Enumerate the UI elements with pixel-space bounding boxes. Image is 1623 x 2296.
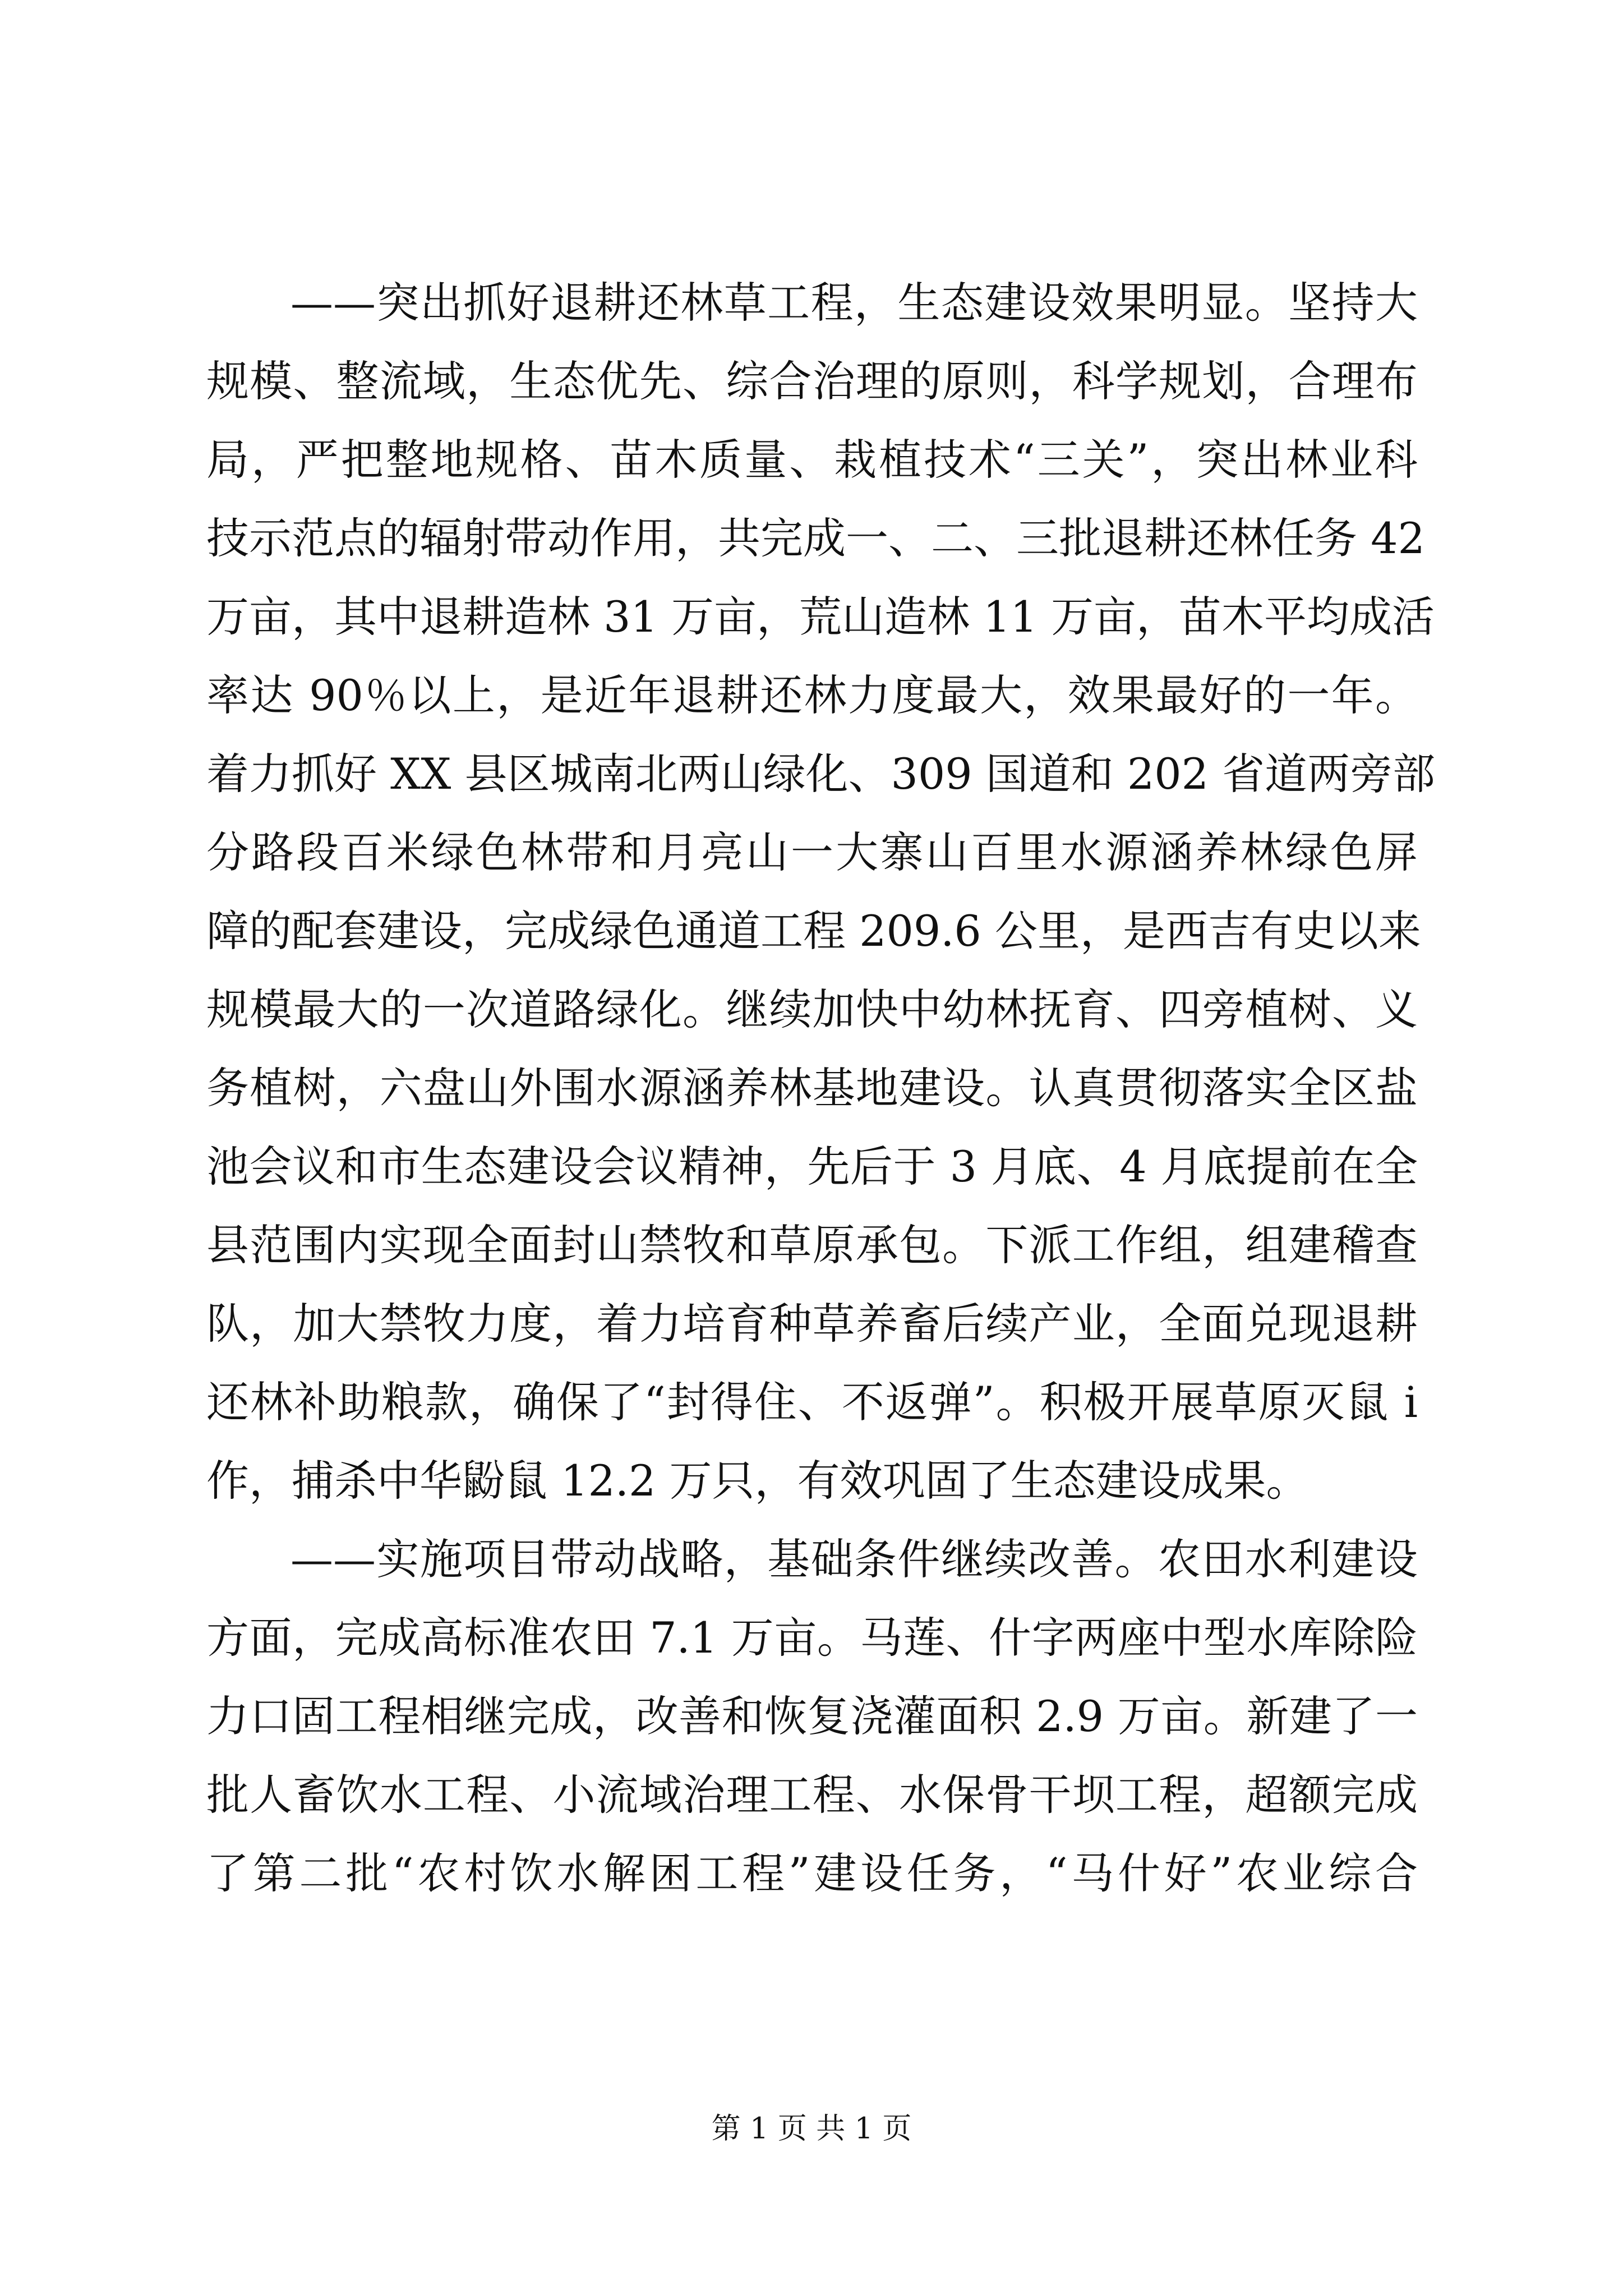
paragraph-line: 批人畜饮水工程、小流域治理工程、水保骨干坝工程，超额完成	[206, 1770, 1418, 1820]
paragraph-line: 务植树，六盘山外围水源涵养林基地建设。认真贯彻落实全区盐	[206, 1063, 1418, 1113]
paragraph-line: 着力抓好 XX 县区城南北两山绿化、309 国道和 202 省道两旁部	[206, 749, 1436, 799]
paragraph-line: 率达 90％以上，是近年退耕还林力度最大，效果最好的一年。	[206, 670, 1418, 720]
paragraph-line: ——突出抓好退耕还林草工程，生态建设效果明显。坚持大	[291, 278, 1418, 328]
paragraph-line: 还林补助粮款，确保了“封得住、不返弹”。积极开展草原灭鼠 i	[206, 1377, 1418, 1427]
page-number-footer: 第 1 页 共 1 页	[711, 2112, 912, 2146]
paragraph-line: 池会议和市生态建设会议精神，先后于 3 月底、4 月底提前在全	[206, 1142, 1418, 1191]
paragraph-line: 局，严把整地规格、苗木质量、栽植技术“三关”，突出林业科	[206, 435, 1418, 485]
paragraph-line: 作，捕杀中华鼢鼠 12.2 万只，有效巩固了生态建设成果。	[206, 1456, 1309, 1506]
paragraph-line: 了第二批“农村饮水解困工程”建设任务，“马什好”农业综合	[206, 1848, 1418, 1898]
paragraph-line: 县范围内实现全面封山禁牧和草原承包。下派工作组，组建稽查	[206, 1220, 1418, 1270]
paragraph-line: 万亩，其中退耕造林 31 万亩，荒山造林 11 万亩，苗木平均成活	[206, 592, 1435, 642]
paragraph-line: 障的配套建设，完成绿色通道工程 209.6 公里，是西吉有史以来	[206, 906, 1421, 956]
paragraph-line: 方面，完成高标准农田 7.1 万亩。马莲、什字两座中型水库除险	[206, 1613, 1418, 1663]
paragraph-line: 技示范点的辐射带动作用，共完成一、二、三批退耕还林任务 42	[206, 513, 1425, 563]
document-body	[206, 264, 1436, 1913]
paragraph-line: 分路段百米绿色林带和月亮山一大寨山百里水源涵养林绿色屏	[206, 827, 1418, 877]
paragraph-line: 规模最大的一次道路绿化。继续加快中幼林抚育、四旁植树、义	[206, 984, 1418, 1034]
paragraph-line: 规模、整流域，生态优先、综合治理的原则，科学规划，合理布	[206, 356, 1418, 406]
paragraph-line: 力口固工程相继完成，改善和恢复浇灌面积 2.9 万亩。新建了一	[206, 1691, 1418, 1741]
paragraph-line: ——实施项目带动战略，基础条件继续改善。农田水利建设	[291, 1534, 1418, 1584]
paragraph-line: 队，加大禁牧力度，着力培育种草养畜后续产业，全面兑现退耕	[206, 1299, 1418, 1349]
